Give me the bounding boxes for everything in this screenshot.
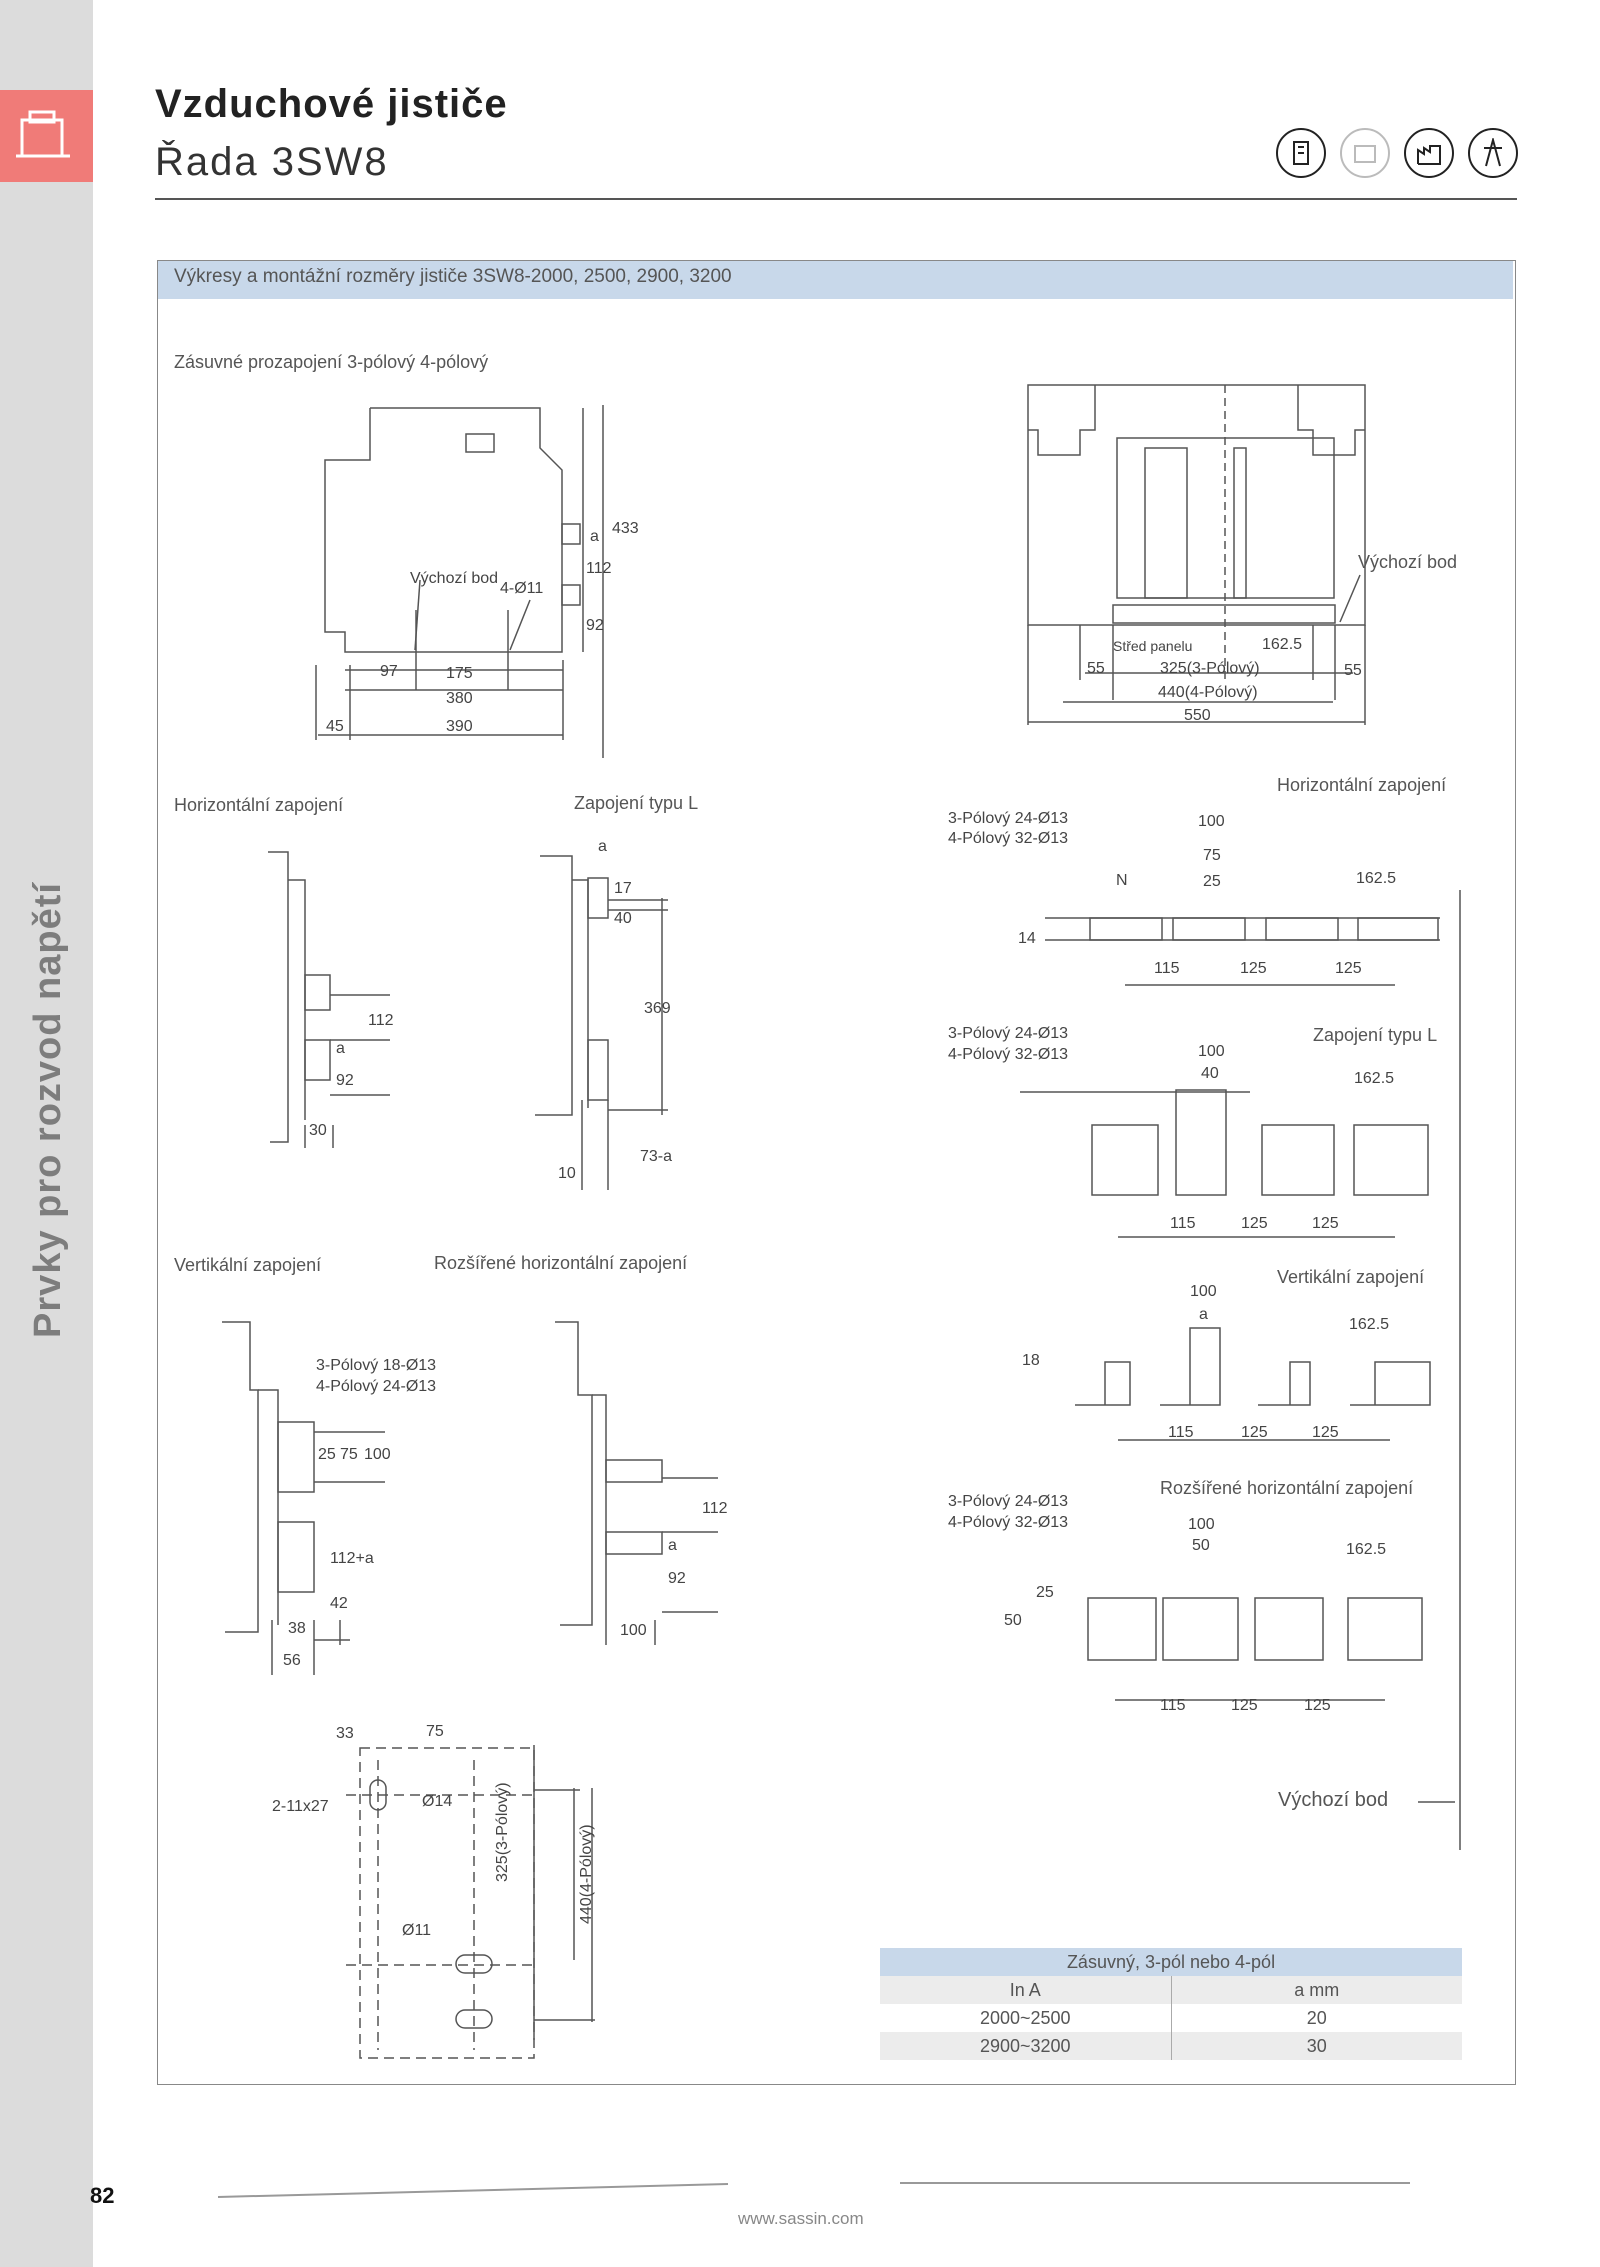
dim-rl-100: 100	[1198, 1043, 1225, 1060]
dim-vertical-38: 38	[288, 1620, 306, 1637]
dim-l-17: 17	[614, 880, 632, 897]
dim-rv-a: a	[1199, 1306, 1208, 1323]
dim-l-a: a	[598, 838, 607, 855]
dim-rv-115: 115	[1168, 1424, 1194, 1441]
dim-drawout-45: 45	[326, 718, 344, 735]
dim-re-25: 25	[1036, 1584, 1054, 1601]
dim-mount-d11: Ø11	[402, 1922, 432, 1939]
table-header-in: In A	[880, 1976, 1172, 2004]
dim-rl-115: 115	[1170, 1215, 1196, 1232]
dim-drawout-97: 97	[380, 663, 398, 680]
dim-re-115: 115	[1160, 1697, 1186, 1714]
dim-rh-25: 25	[1203, 873, 1221, 890]
table-header-a: a mm	[1294, 1980, 1340, 2000]
dim-mount-325: 325(3-Pólový)	[494, 1782, 511, 1882]
table-cell: 20	[1306, 2008, 1327, 2028]
dim-horizontal-a: a	[336, 1040, 345, 1057]
dim-vertical-56: 56	[283, 1652, 301, 1669]
dim-re-162-5: 162.5	[1346, 1541, 1387, 1558]
dim-rh-14: 14	[1018, 930, 1036, 947]
dim-vertical-42: 42	[330, 1595, 348, 1612]
dim-rv-18: 18	[1022, 1352, 1040, 1369]
dim-re-125-a: 125	[1231, 1697, 1258, 1714]
dim-rl-162-5: 162.5	[1354, 1070, 1395, 1087]
drawout-title: Zásuvné prozapojení 3-pólový 4-pólový	[174, 352, 489, 372]
dim-vertical-100: 100	[364, 1446, 391, 1463]
dim-rv-100: 100	[1190, 1283, 1217, 1300]
dim-mount-slot: 2-11x27	[272, 1798, 329, 1815]
dim-l-73-a: 73-a	[640, 1148, 673, 1165]
dim-ext-112: 112	[702, 1500, 728, 1517]
right-l-type-title: Zapojení typu L	[1313, 1025, 1438, 1045]
vertical-holes-4p: 4-Pólový 24-Ø13	[316, 1378, 437, 1395]
right-vertical-title: Vertikální zapojení	[1277, 1267, 1425, 1287]
right-ext-holes-4p: 4-Pólový 32-Ø13	[948, 1514, 1069, 1531]
footer-url[interactable]: www.sassin.com	[738, 2209, 864, 2228]
dim-front-55-right: 55	[1344, 662, 1362, 679]
dim-rh-162-5: 162.5	[1356, 870, 1397, 887]
dim-horizontal-112: 112	[368, 1012, 394, 1029]
vertical-title: Vertikální zapojení	[174, 1255, 322, 1275]
dim-rh-115: 115	[1154, 960, 1180, 977]
dim-re-50-side: 50	[1004, 1612, 1022, 1629]
dim-rh-100: 100	[1198, 813, 1225, 830]
dim-front-550: 550	[1184, 707, 1211, 724]
dim-front-440: 440(4-Pólový)	[1158, 684, 1258, 701]
dim-drawout-a: a	[590, 528, 599, 545]
dim-rl-125-a: 125	[1241, 1215, 1268, 1232]
table-cell: 2000~2500	[880, 2004, 1172, 2032]
dim-rh-125-a: 125	[1240, 960, 1267, 977]
page-subtitle: Řada 3SW8	[155, 140, 389, 184]
dim-mount-440: 440(4-Pólový)	[578, 1824, 595, 1924]
dim-l-10: 10	[558, 1165, 576, 1182]
dim-ext-92: 92	[668, 1570, 686, 1587]
table-title: Zásuvný, 3-pól nebo 4-pól	[1066, 1952, 1276, 1972]
vertical-holes-3p: 3-Pólový 18-Ø13	[316, 1357, 437, 1374]
dim-re-125-b: 125	[1304, 1697, 1331, 1714]
dim-drawout-390: 390	[446, 718, 473, 735]
dim-horizontal-30: 30	[309, 1122, 327, 1139]
dim-re-100: 100	[1188, 1516, 1215, 1533]
dim-rh-125-b: 125	[1335, 960, 1362, 977]
dim-vertical-25: 25	[318, 1446, 336, 1463]
dim-vertical-75: 75	[340, 1446, 358, 1463]
drawout-holes-label: 4-Ø11	[500, 580, 544, 597]
dim-rv-125-b: 125	[1312, 1424, 1339, 1441]
dim-drawout-175: 175	[446, 665, 473, 682]
dim-front-55-left: 55	[1087, 660, 1105, 677]
dim-rl-40: 40	[1201, 1065, 1219, 1082]
right-horizontal-neutral: N	[1116, 872, 1128, 889]
dim-re-50-top: 50	[1192, 1537, 1210, 1554]
dim-l-369: 369	[644, 1000, 671, 1017]
table-cell: 2900~3200	[880, 2032, 1172, 2060]
dim-rl-125-b: 125	[1312, 1215, 1339, 1232]
front-start-point-label: Výchozí bod	[1358, 552, 1458, 572]
dim-mount-d14: Ø14	[422, 1793, 453, 1810]
section-banner-text: Výkresy a montážní rozměry jističe 3SW8-2000, 2500, 2900, 3200	[174, 266, 732, 287]
right-horizontal-holes-3p: 3-Pólový 24-Ø13	[948, 810, 1069, 827]
horizontal-title: Horizontální zapojení	[174, 795, 344, 815]
page-number: 82	[90, 2183, 115, 2208]
dim-drawout-92: 92	[586, 617, 604, 634]
dim-drawout-433: 433	[612, 520, 639, 537]
table-cell: 30	[1306, 2036, 1327, 2056]
section-title: Prvky pro rozvod napětí	[27, 882, 69, 1338]
dim-front-162-5: 162.5	[1262, 636, 1303, 653]
dim-horizontal-92: 92	[336, 1072, 354, 1089]
dim-vertical-112a: 112+a	[330, 1550, 374, 1567]
dim-drawout-112: 112	[586, 560, 612, 577]
dim-rv-162-5: 162.5	[1349, 1316, 1390, 1333]
right-horizontal-holes-4p: 4-Pólový 32-Ø13	[948, 830, 1069, 847]
dim-rh-75: 75	[1203, 847, 1221, 864]
right-ext-title: Rozšířené horizontální zapojení	[1160, 1478, 1414, 1498]
page-title: Vzduchové jističe	[155, 82, 508, 126]
dim-l-40: 40	[614, 910, 632, 927]
dim-drawout-380: 380	[446, 690, 473, 707]
origin-label: Výchozí bod	[1278, 1789, 1389, 1811]
right-ext-holes-3p: 3-Pólový 24-Ø13	[948, 1493, 1069, 1510]
dim-front-325: 325(3-Pólový)	[1160, 660, 1260, 677]
dim-rv-125-a: 125	[1241, 1424, 1268, 1441]
dim-mount-33: 33	[336, 1725, 354, 1742]
dim-mount-75: 75	[426, 1723, 444, 1740]
l-type-title: Zapojení typu L	[574, 793, 699, 813]
drawout-start-point-label: Výchozí bod	[410, 570, 499, 587]
panel-center-label: Střed panelu	[1113, 638, 1193, 654]
right-horizontal-title: Horizontální zapojení	[1277, 775, 1447, 795]
right-l-holes-4p: 4-Pólový 32-Ø13	[948, 1046, 1069, 1063]
right-l-holes-3p: 3-Pólový 24-Ø13	[948, 1025, 1069, 1042]
dim-ext-a: a	[668, 1537, 677, 1554]
dim-ext-100: 100	[620, 1622, 647, 1639]
ext-horizontal-title: Rozšířené horizontální zapojení	[434, 1253, 688, 1273]
